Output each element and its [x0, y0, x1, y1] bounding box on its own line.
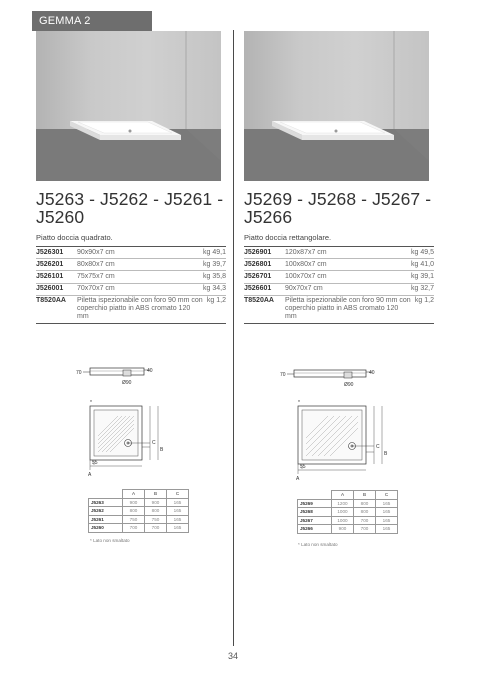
dim-label-c: C — [152, 440, 156, 446]
row-code: J5263 — [89, 498, 123, 507]
dim-label-drain: Ø90 — [344, 382, 354, 388]
product-column-rectangular — [244, 31, 434, 324]
value-b: 700 — [354, 516, 376, 525]
table-row — [36, 271, 226, 283]
value-c: 165 — [167, 498, 189, 507]
row-code: J5269 — [298, 499, 332, 508]
product-weight: kg 39,1 — [411, 271, 434, 283]
page-number: 34 — [228, 651, 239, 661]
column-header-a: A — [123, 490, 145, 499]
value-b: 750 — [145, 515, 167, 524]
product-photo-square — [36, 31, 221, 181]
product-weight: kg 49,1 — [203, 247, 226, 259]
product-code: J526801 — [244, 259, 285, 271]
table-row — [89, 515, 189, 524]
value-a: 900 — [123, 498, 145, 507]
row-code: J5261 — [89, 515, 123, 524]
unglazed-marker: * — [298, 400, 300, 406]
column-header-b: B — [145, 490, 167, 499]
product-dimensions: 90x70x7 cm — [285, 283, 411, 295]
table-row — [244, 295, 434, 323]
technical-drawing-rectangular — [276, 364, 406, 494]
unglazed-marker: * — [90, 400, 92, 406]
value-a: 1200 — [332, 499, 354, 508]
row-code: J5260 — [89, 524, 123, 533]
table-row — [298, 508, 398, 517]
column-header-a: A — [332, 491, 354, 500]
product-dimensions: Piletta ispezionabile con foro 90 mm con coperchio piatto in ABS cromato 120 mm — [77, 295, 203, 323]
product-column-square — [36, 31, 226, 324]
row-code: J5262 — [89, 507, 123, 516]
dim-label-drain: Ø90 — [122, 380, 132, 386]
column-divider — [233, 30, 234, 646]
value-c: 165 — [167, 515, 189, 524]
product-description: Piatto doccia rettangolare. — [244, 233, 434, 247]
technical-drawing-square — [70, 362, 190, 486]
product-photo-rectangular — [244, 31, 429, 181]
product-dimensions: 120x87x7 cm — [285, 247, 411, 259]
product-dimensions: Piletta ispezionabile con foro 90 mm con coperchio piatto in ABS cromato 120 mm — [285, 295, 411, 323]
product-weight: kg 39,7 — [203, 259, 226, 271]
product-code: J526701 — [244, 271, 285, 283]
product-dimensions: 70x70x7 cm — [77, 283, 203, 295]
product-code-title: J5269 - J5268 - J5267 - J5266 — [244, 189, 432, 227]
value-a: 900 — [332, 525, 354, 534]
table-row — [244, 271, 434, 283]
table-row — [36, 283, 226, 295]
dim-label-55: 55 — [92, 460, 98, 466]
product-code: J526301 — [36, 247, 77, 259]
product-weight: kg 41,0 — [411, 259, 434, 271]
value-c: 165 — [167, 507, 189, 516]
product-weight: kg 1,2 — [203, 295, 226, 323]
product-code: J526901 — [244, 247, 285, 259]
table-row — [36, 247, 226, 259]
dim-label-b: B — [384, 451, 388, 457]
value-a: 800 — [123, 507, 145, 516]
dim-label-a: A — [296, 476, 300, 482]
value-b: 800 — [354, 499, 376, 508]
product-code: T8520AA — [244, 295, 285, 323]
product-weight: kg 32,7 — [411, 283, 434, 295]
product-dimensions: 80x80x7 cm — [77, 259, 203, 271]
product-code: T8520AA — [36, 295, 77, 323]
dim-label-40: 40 — [147, 368, 153, 374]
product-weight: kg 1,2 — [411, 295, 434, 323]
row-code: J5267 — [298, 516, 332, 525]
product-code: J526201 — [36, 259, 77, 271]
value-c: 165 — [376, 508, 398, 517]
value-a: 1000 — [332, 508, 354, 517]
product-weight: kg 34,3 — [203, 283, 226, 295]
product-description: Piatto doccia quadrato. — [36, 233, 226, 247]
row-code: J5266 — [298, 525, 332, 534]
product-code: J526001 — [36, 283, 77, 295]
value-a: 750 — [123, 515, 145, 524]
footnote: * Lato non smaltato — [90, 538, 130, 543]
product-code: J526101 — [36, 271, 77, 283]
table-row — [36, 295, 226, 323]
product-code-title: J5263 - J5262 - J5261 - J5260 — [36, 189, 224, 227]
value-a: 700 — [123, 524, 145, 533]
value-c: 165 — [167, 524, 189, 533]
product-dimensions: 90x90x7 cm — [77, 247, 203, 259]
value-c: 165 — [376, 516, 398, 525]
table-row — [89, 498, 189, 507]
series-tab: GEMMA 2 — [32, 11, 152, 31]
dim-label-b: B — [160, 447, 164, 453]
row-code: J5268 — [298, 508, 332, 517]
table-row — [244, 259, 434, 271]
table-row — [244, 247, 434, 259]
dimension-table-rectangular — [297, 490, 398, 534]
value-a: 1000 — [332, 516, 354, 525]
value-b: 700 — [354, 525, 376, 534]
value-b: 800 — [354, 508, 376, 517]
table-row — [244, 283, 434, 295]
table-row — [298, 499, 398, 508]
product-weight: kg 49,5 — [411, 247, 434, 259]
value-c: 165 — [376, 499, 398, 508]
product-dimensions: 100x70x7 cm — [285, 271, 411, 283]
column-header-b: B — [354, 491, 376, 500]
table-row — [298, 525, 398, 534]
value-b: 700 — [145, 524, 167, 533]
table-row — [89, 507, 189, 516]
value-c: 165 — [376, 525, 398, 534]
product-table — [244, 247, 434, 324]
footnote: * Lato non smaltato — [298, 542, 338, 547]
product-dimensions: 100x80x7 cm — [285, 259, 411, 271]
value-b: 800 — [145, 507, 167, 516]
dim-label-c: C — [376, 444, 380, 450]
column-header-c: C — [376, 491, 398, 500]
product-table — [36, 247, 226, 324]
product-weight: kg 35,8 — [203, 271, 226, 283]
product-dimensions: 75x75x7 cm — [77, 271, 203, 283]
value-b: 900 — [145, 498, 167, 507]
dim-label-70: 70 — [280, 372, 286, 378]
table-row — [36, 259, 226, 271]
dim-label-70: 70 — [76, 370, 82, 376]
column-header-c: C — [167, 490, 189, 499]
dim-label-40: 40 — [369, 370, 375, 376]
dimension-table-square — [88, 489, 189, 533]
table-row — [89, 524, 189, 533]
dim-label-a: A — [88, 472, 92, 478]
table-row — [298, 516, 398, 525]
product-code: J526601 — [244, 283, 285, 295]
dim-label-55: 55 — [300, 464, 306, 470]
